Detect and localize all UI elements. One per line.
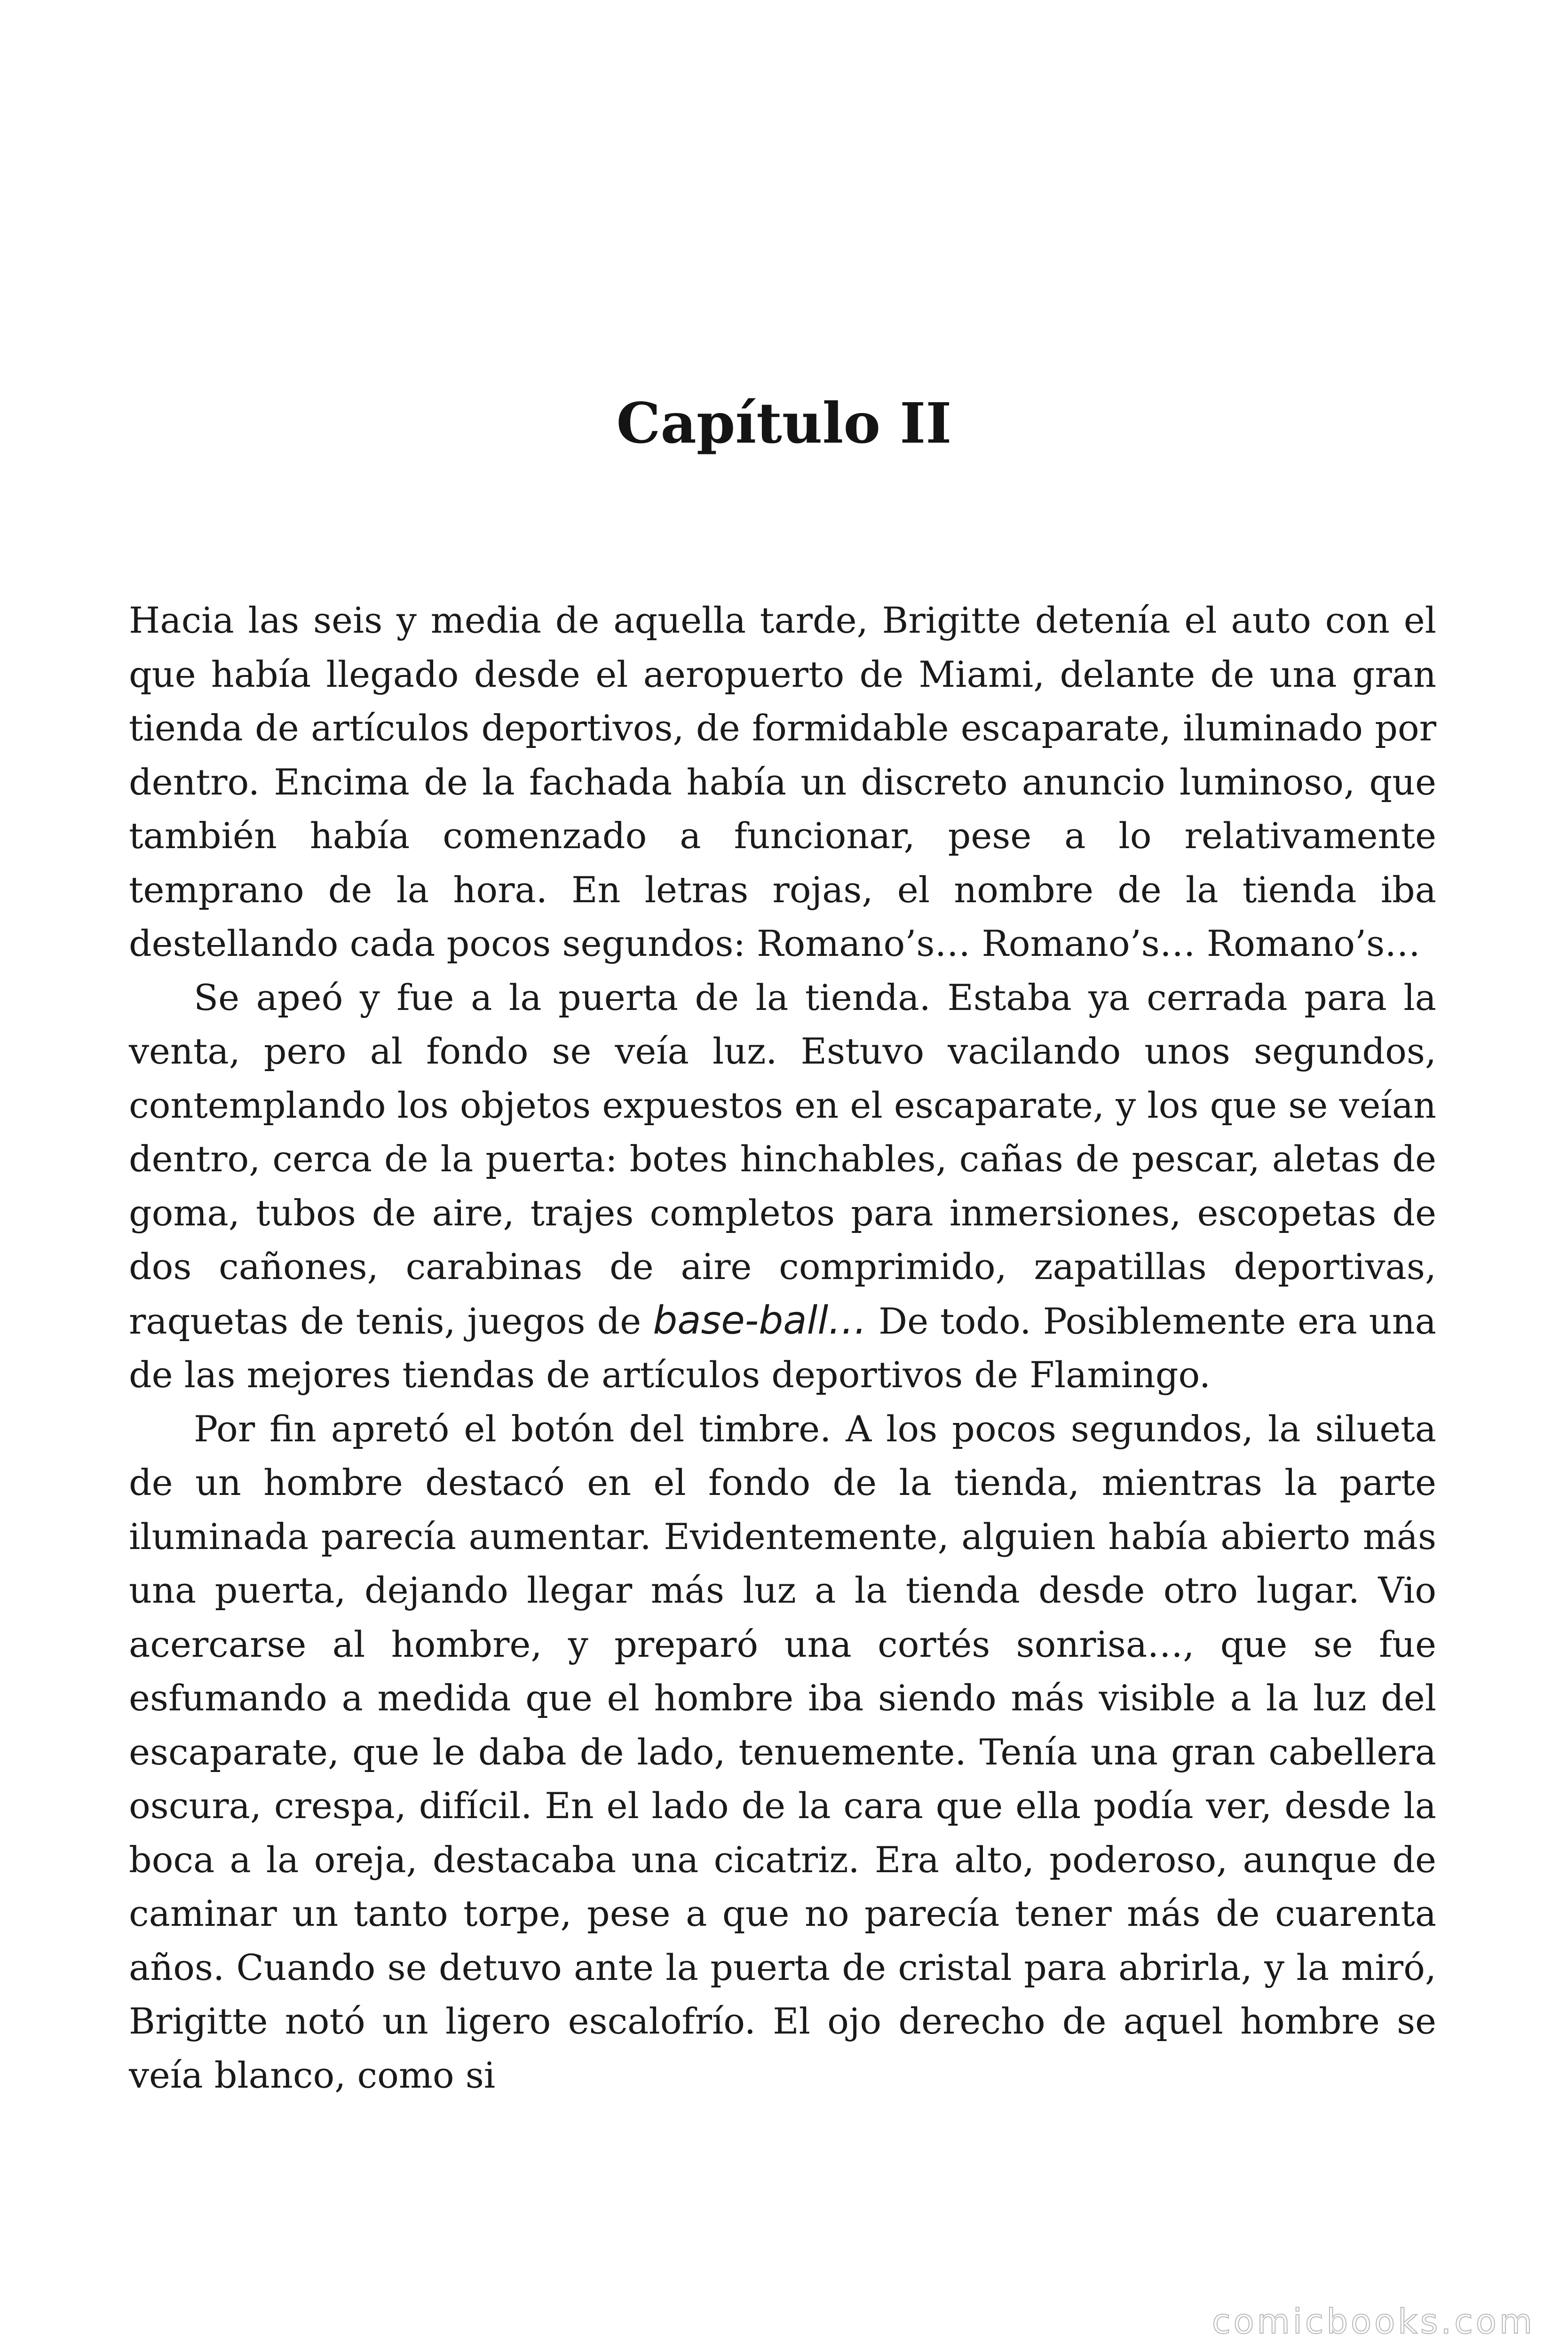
paragraph-2 — [129, 971, 1436, 1402]
chapter-body — [129, 594, 1436, 2102]
chapter-title: Capítulo II — [616, 390, 952, 456]
paragraph-2-text-before: Se apeó y fue a la puerta de la tienda. Estaba ya cerrada para la venta, pero al fondo se veía luz. Estuvo vacilando unos segundos, contemplando los objetos expuestos en el escaparate, y los que se veían dentro, cerca de la puerta: botes hinchables, cañas de pescar, aletas de goma, tubos de aire, trajes completos para inmersiones, escopetas de dos cañones, carabinas de aire comprimido, zapatillas deportivas, raquetas de tenis, juegos de — [129, 976, 1436, 1342]
paragraph-2-text-after: De todo. Posiblemente era una de las mejores tiendas de artículos deportivos de Flamingo. — [129, 1300, 1436, 1396]
watermark: comicbooks.com — [1212, 2302, 1535, 2341]
paragraph-1: Hacia las seis y media de aquella tarde, Brigitte detenía el auto con el que había llegado desde el aeropuerto de Miami, delante de una gran tienda de artículos deportivos, de formidable escaparate, iluminado por dentro. Encima de la fachada había un discreto anuncio luminoso, que también había comenzado a funcionar, pese a lo relativamente temprano de la hora. En letras rojas, el nombre de la tienda iba destellando cada pocos segundos: Romano’s… Romano’s… Romano’s… — [129, 599, 1436, 964]
paragraph-2-italic-term: base-ball… — [653, 1298, 867, 1343]
paragraph-3: Por fin apretó el botón del timbre. A los pocos segundos, la silueta de un hombre destacó en el fondo de la tienda, mientras la parte iluminada parecía aumentar. Evidentemente, alguien había abierto más una puerta, dejando llegar más luz a la tienda desde otro lugar. Vio acercarse al hombre, y preparó una cortés sonrisa…, que se fue esfumando a medida que el hombre iba siendo más visible a la luz del escaparate, que le daba de lado, tenuemente. Tenía una gran cabellera oscura, crespa, difícil. En el lado de la cara que ella podía ver, desde la boca a la oreja, destacaba una cicatriz. Era alto, poderoso, aunque de caminar un tanto torpe, pese a que no parecía tener más de cuarenta años. Cuando se detuvo ante la puerta de cristal para abrirla, y la miró, Brigitte notó un ligero escalofrío. El ojo derecho de aquel hombre se veía blanco, como si — [129, 1407, 1436, 2096]
